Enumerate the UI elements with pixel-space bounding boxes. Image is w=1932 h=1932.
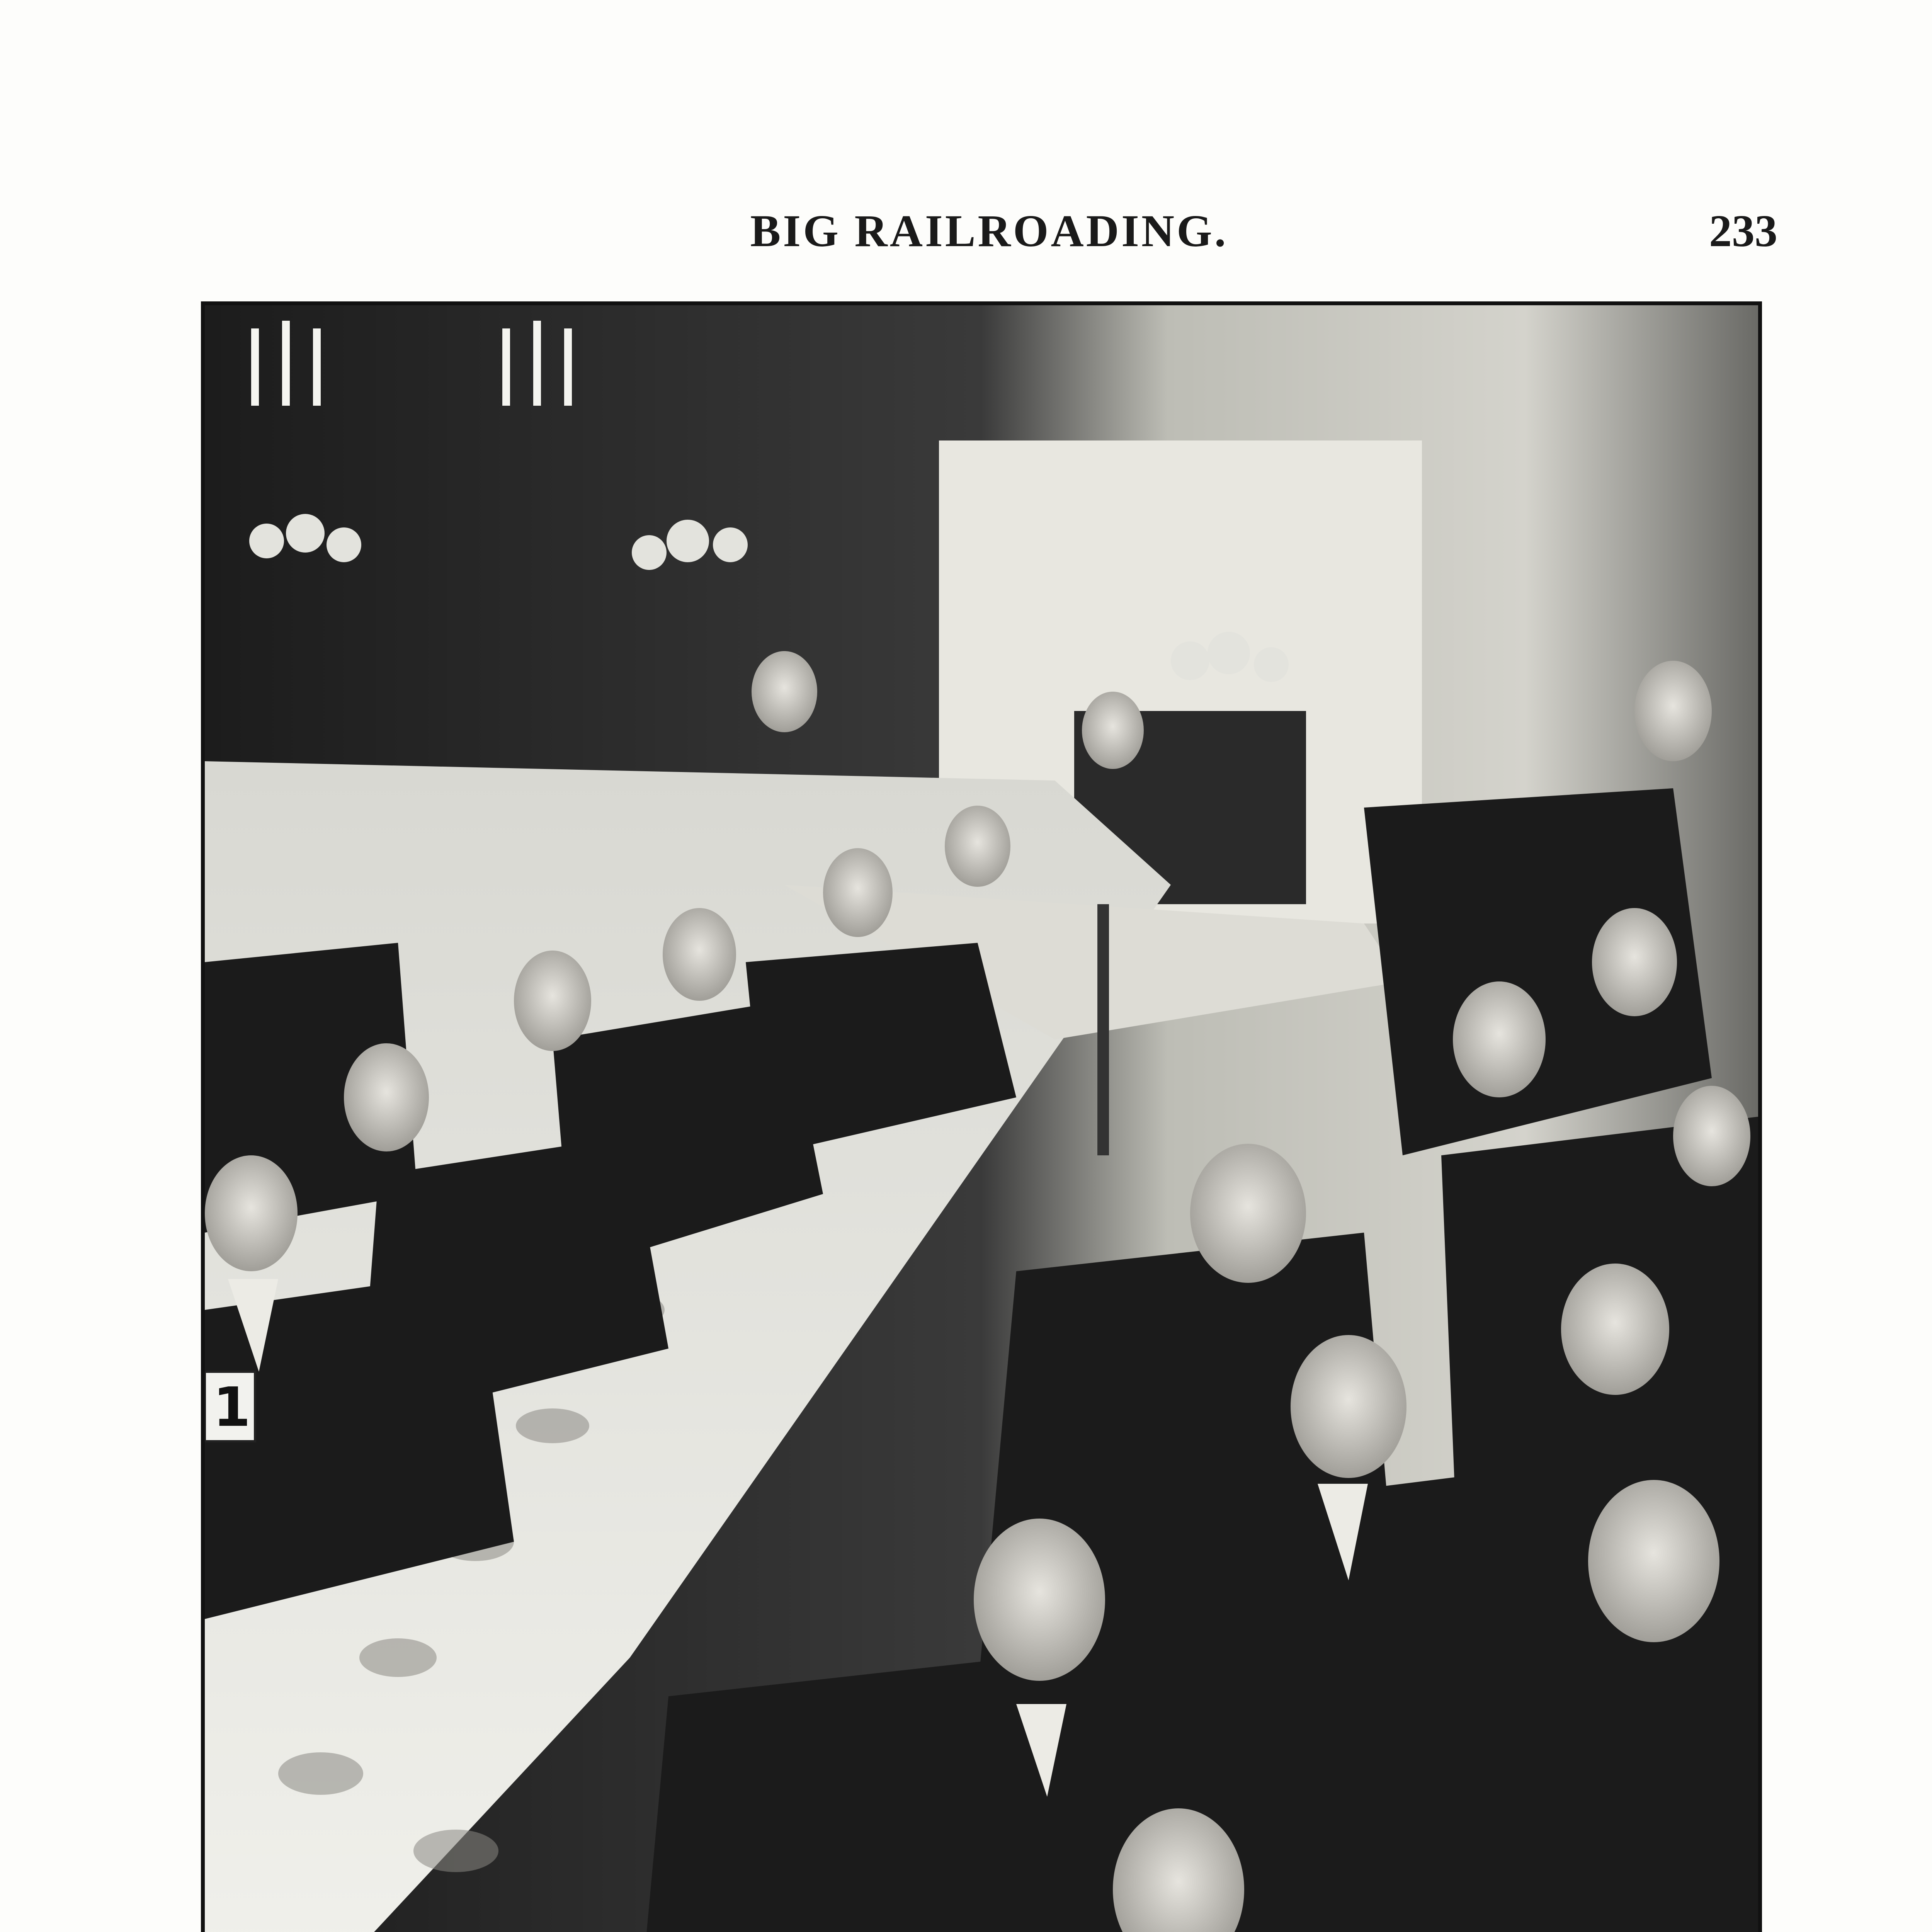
banquet-photograph xyxy=(201,301,1762,1932)
photo-illustration xyxy=(205,305,1758,1932)
placard-number: 1 xyxy=(213,1376,251,1439)
running-header xyxy=(201,205,1777,267)
running-title: BIG RAILROADING. xyxy=(750,206,1228,256)
page-number: 233 xyxy=(1709,206,1777,256)
candlestick xyxy=(1097,904,1109,1155)
